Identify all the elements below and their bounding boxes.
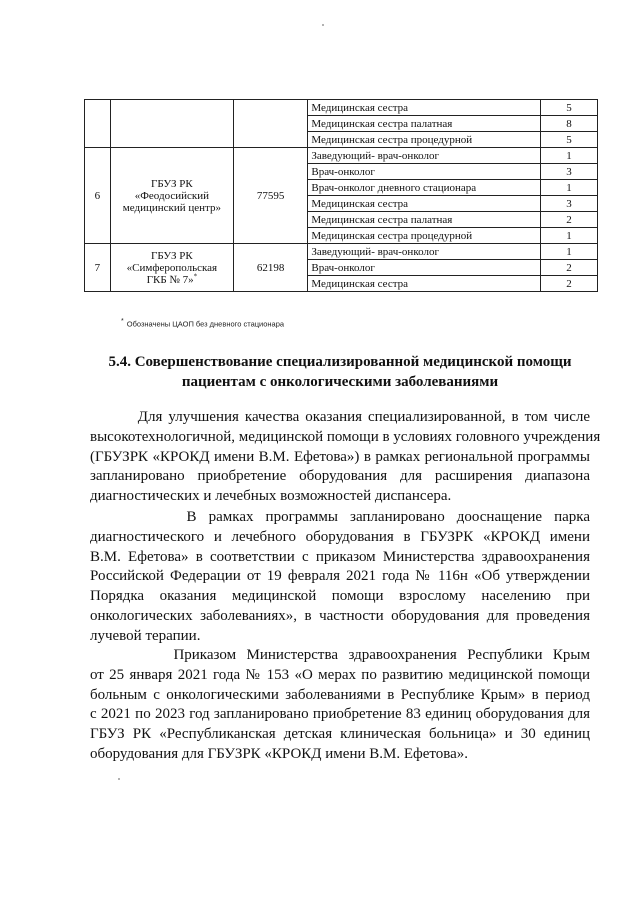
footnote	[121, 318, 284, 329]
organization-cell	[110, 244, 233, 292]
section-heading-line: 5.4. Совершенствование специализированной медицинской помощи	[108, 354, 572, 370]
organization-cell	[110, 100, 233, 148]
position-count-cell: 1	[541, 148, 598, 164]
position-count-cell: 8	[541, 116, 598, 132]
paragraph-line: В.М. Ефетова» в соответствии с приказом Министерства здравоохранения	[90, 548, 590, 565]
position-name-cell: Медицинская сестра	[308, 100, 541, 116]
paragraph-line: онкологических заболеваниях», в частности оборудования для проведения	[90, 607, 590, 624]
row-number-cell	[85, 100, 111, 148]
position-name-cell: Медицинская сестра процедурной	[308, 132, 541, 148]
organization-name-line	[114, 178, 230, 190]
position-count-cell: 3	[541, 164, 598, 180]
population-cell	[233, 100, 307, 148]
paragraph-line: высокотехнологичной, медицинской помощи в условиях головного учреждения	[90, 428, 601, 445]
position-count-cell: 5	[541, 132, 598, 148]
footnote-text: Обозначены ЦАОП без дневного стационара	[126, 319, 285, 329]
paragraph-line: (ГБУЗРК «КРОКД имени В.М. Ефетова») в рамках региональной программы	[90, 448, 590, 465]
staff-table	[84, 99, 598, 292]
position-name-cell: Медицинская сестра процедурной	[308, 228, 541, 244]
paragraph-line: оборудования для ГБУЗРК «КРОКД имени В.М. Ефетова».	[90, 745, 469, 762]
paragraph-line: диагностического и лечебного оборудования в ГБУЗРК «КРОКД имени	[90, 528, 590, 545]
organization-name-text: ГБУЗ РК	[151, 177, 193, 190]
organization-name-text: ГКБ № 7»	[146, 273, 194, 286]
position-name-cell: Заведующий- врач-онколог	[308, 148, 541, 164]
position-count-cell: 3	[541, 196, 598, 212]
table-row	[85, 148, 598, 164]
paragraph-line: Порядка оказания медицинской помощи взрослому населению при	[90, 588, 590, 605]
position-count-cell: 2	[541, 212, 598, 228]
organization-name-line	[114, 271, 230, 286]
scan-speck	[118, 778, 120, 780]
position-count-cell: 1	[541, 228, 598, 244]
table-row	[85, 100, 598, 116]
paragraph-line: запланировано приобретение оборудования для расширения диапазона	[90, 468, 590, 485]
row-number-cell: 7	[85, 244, 111, 292]
organization-name-line	[114, 250, 230, 262]
position-count-cell: 1	[541, 180, 598, 196]
organization-name-text: ГБУЗ РК	[151, 249, 193, 262]
footnote-mark: *	[121, 318, 124, 325]
organization-name-line	[114, 262, 230, 274]
paragraph-line: Приказом Министерства здравоохранения Республики Крым	[90, 647, 590, 663]
footnote-reference-mark: *	[193, 271, 198, 280]
organization-cell	[110, 148, 233, 244]
organization-name-text: «Феодосийский	[134, 189, 210, 202]
population-cell: 77595	[233, 148, 307, 244]
paragraph-line: от 25 января 2021 года № 153 «О мерах по развитию медицинской помощи	[90, 666, 590, 683]
scan-speck	[322, 24, 324, 26]
position-name-cell: Медицинская сестра палатная	[308, 116, 541, 132]
organization-name-text: медицинский центр»	[122, 201, 221, 214]
paragraph-line: больным с онкологическими заболеваниями в Республике Крым» в период	[90, 686, 590, 703]
position-count-cell: 2	[541, 276, 598, 292]
paragraph-line: лучевой терапии.	[90, 627, 201, 644]
position-name-cell: Медицинская сестра	[308, 196, 541, 212]
population-cell: 62198	[233, 244, 307, 292]
section-heading-line: пациентам с онкологическими заболеваниями	[181, 374, 499, 390]
paragraph-line: с 2021 по 2023 год запланировано приобретение 83 единиц оборудования для	[90, 706, 590, 723]
position-name-cell: Врач-онколог	[308, 260, 541, 276]
organization-name-line	[114, 190, 230, 202]
position-count-cell: 5	[541, 100, 598, 116]
paragraph-program-equipment	[90, 508, 590, 647]
position-name-cell: Медицинская сестра палатная	[308, 212, 541, 228]
organization-name-text: «Симферопольская	[126, 261, 218, 274]
paragraph-equipment-purchase	[90, 408, 601, 507]
paragraph-line: диагностических и лечебных возможностей диспансера.	[90, 488, 452, 505]
organization-name-line	[114, 202, 230, 214]
paragraph-line: Российской Федерации от 19 февраля 2021 года № 116н «Об утверждении	[90, 568, 590, 585]
paragraph-line: Для улучшения качества оказания специализированной, в том числе	[90, 409, 590, 425]
paragraph-ministry-order	[90, 646, 590, 765]
position-name-cell: Врач-онколог	[308, 164, 541, 180]
paragraph-line: В рамках программы запланировано дооснащение парка	[90, 509, 590, 525]
position-name-cell: Заведующий- врач-онколог	[308, 244, 541, 260]
table-row	[85, 244, 598, 260]
position-name-cell: Медицинская сестра	[308, 276, 541, 292]
section-heading	[90, 352, 590, 392]
row-number-cell: 6	[85, 148, 111, 244]
position-name-cell: Врач-онколог дневного стационара	[308, 180, 541, 196]
staff-table-body	[85, 100, 598, 292]
position-count-cell: 2	[541, 260, 598, 276]
paragraph-line: ГБУЗ РК «Республиканская детская клиническая больница» и 30 единиц	[90, 726, 590, 743]
position-count-cell: 1	[541, 244, 598, 260]
